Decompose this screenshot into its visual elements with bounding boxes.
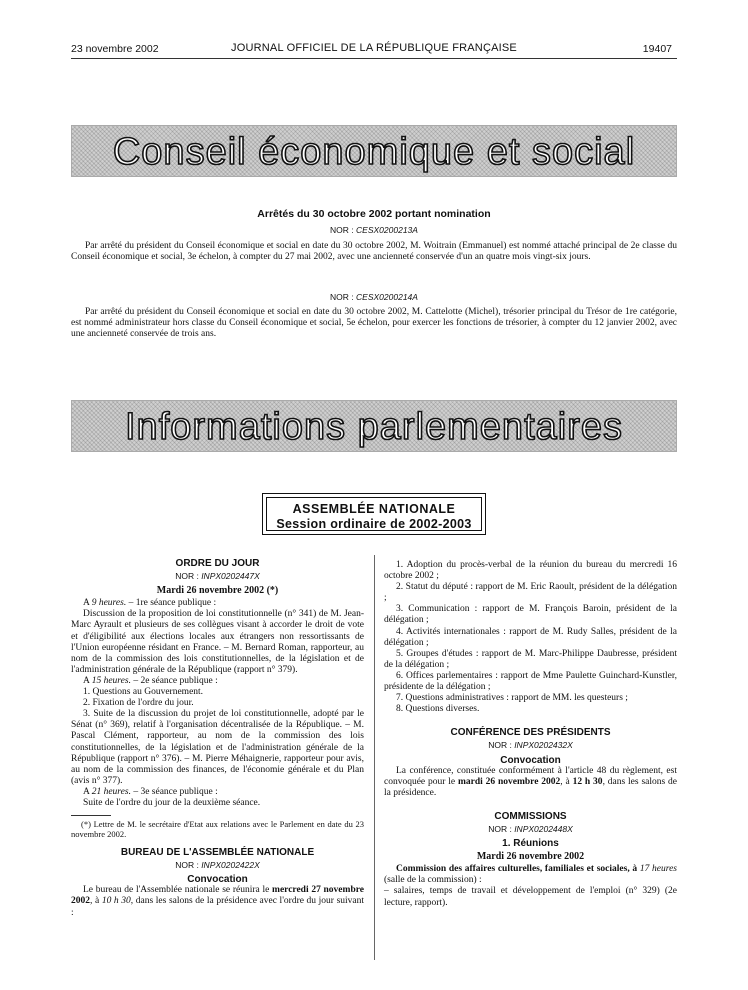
running-header-date: 23 novembre 2002 bbox=[71, 43, 159, 55]
agenda-item-1: 1. Adoption du procès-verbal de la réunion du bureau du mercredi 16 octobre 2002 ; bbox=[384, 560, 677, 582]
agenda-item-5: 5. Groupes d'études : rapport de M. Marc-Philippe Daubresse, président de la délégation ; bbox=[384, 648, 677, 670]
nor-code: INPX0202448X bbox=[514, 823, 573, 834]
banner-title-info: Informations parlementaires bbox=[125, 406, 623, 448]
seance-2-item-3: 3. Suite de la discussion du projet de loi constitutionnelle, adopté par le Sénat (n° 369), relatif à l'organisation décentralisée de la République. – M. Pascal Clément, rapporteur, au nom de la commission des lois constitutionnelles, de la législation et de l'administration générale de la République (rapport n° 376). – M. Pierre Méhaignerie, rapporteur pour avis, au nom de la commission des finances, de l'économie générale et du Plan (avis n° 377). bbox=[71, 709, 364, 786]
nor-label: NOR : bbox=[330, 292, 354, 302]
text: A bbox=[83, 598, 92, 609]
running-header-journal-title: JOURNAL OFFICIEL DE LA RÉPUBLIQUE FRANÇAISE bbox=[231, 42, 517, 54]
conference-nor bbox=[384, 740, 677, 751]
conference-text bbox=[384, 766, 677, 799]
commissions-date: Mardi 26 novembre 2002 bbox=[476, 851, 585, 863]
session-date-title: Mardi 26 novembre 2002 (*) bbox=[156, 585, 279, 597]
nor-label: NOR : bbox=[488, 823, 512, 834]
nor-reference-2 bbox=[0, 292, 748, 302]
seance-2-heading bbox=[71, 676, 364, 687]
agenda-item-8: 8. Questions diverses. bbox=[396, 704, 480, 715]
commission-name: Commission des affaires culturelles, familiales et sociales bbox=[396, 864, 628, 875]
text: A bbox=[83, 675, 92, 686]
text: , à bbox=[560, 776, 573, 787]
agenda-item-6: 6. Offices parlementaires : rapport de Mme Paulette Guinchard-Kunstler, présidente de la délégation ; bbox=[384, 670, 677, 693]
nor-code: INPX0202447X bbox=[201, 571, 260, 582]
right-column bbox=[384, 560, 677, 909]
reunions-title: 1. Réunions bbox=[502, 838, 559, 850]
left-column bbox=[71, 558, 364, 919]
seance-2-item-1: 1. Questions au Gouvernement. bbox=[83, 687, 204, 698]
nor-reference-1 bbox=[0, 225, 748, 235]
nor-code: CESX0200214A bbox=[356, 292, 418, 302]
seance-3-text: Suite de l'ordre du jour de la deuxième séance. bbox=[83, 797, 261, 808]
nor-label: NOR : bbox=[175, 571, 199, 582]
seance-3-heading bbox=[71, 787, 364, 798]
seance-2-item-2: 2. Fixation de l'ordre du jour. bbox=[83, 698, 194, 709]
seance-1-heading bbox=[71, 598, 364, 609]
agenda-item-7: 7. Questions administratives : rapport de MM. les questeurs ; bbox=[396, 693, 628, 704]
arrete-paragraph-1: Par arrêté du président du Conseil économique et social en date du 30 octobre 2002, M. Woitrain (Emmanuel) est nommé attaché principal de 2e classe du Conseil économique et social, 3e échelon, à compter du 27 mai 2002, avec une ancienneté conservée d'un an quatre mois vingt-six jours. bbox=[71, 241, 677, 262]
ordre-du-jour-title: ORDRE DU JOUR bbox=[175, 558, 260, 569]
nor-label: NOR : bbox=[330, 225, 354, 235]
bureau-convocation-title: Convocation bbox=[187, 874, 248, 886]
text: , dans les salons de la présidence. bbox=[384, 776, 678, 798]
box-inner-frame bbox=[266, 497, 482, 531]
seance-1-text: Discussion de la proposition de loi constitutionnelle (n° 341) de M. Jean-Marc Ayrault et plusieurs de ses collègues visant à accorder le droit de vote et d'éligibilité aux élections locales aux étrangers non ressortissants de l'Union européenne résidant en France. – M. Bernard Roman, rapporteur, au nom de la commission des lois constitutionnelles, de la législation et de l'administration générale de la République (rapport n° 379). bbox=[71, 609, 364, 675]
conference-title: CONFÉRENCE DES PRÉSIDENTS bbox=[450, 727, 611, 739]
footnote-rule bbox=[71, 815, 111, 816]
arretes-heading: Arrêtés du 30 octobre 2002 portant nomination bbox=[257, 208, 491, 220]
ordre-nor bbox=[71, 571, 364, 582]
text: – 3e séance publique : bbox=[130, 786, 218, 797]
bureau-nor bbox=[71, 860, 364, 871]
page-number: 19407 bbox=[642, 43, 672, 55]
text: Le bureau de l'Assemblée nationale se réunira le bbox=[83, 885, 273, 896]
commission-item: – salaires, temps de travail et développement de l'emploi (n° 329) (2e lecture, rapport). bbox=[384, 886, 677, 908]
commissions-nor bbox=[384, 824, 677, 835]
session-title: Session ordinaire de 2002-2003 bbox=[276, 517, 472, 531]
text: – 2e séance publique : bbox=[130, 675, 218, 686]
commission-time: 17 heures bbox=[639, 864, 678, 875]
text: , à bbox=[90, 896, 102, 907]
text: – 1re séance publique : bbox=[126, 598, 217, 609]
agenda-item-2: 2. Statut du député : rapport de M. Eric Raoult, président de la délégation ; bbox=[384, 582, 677, 604]
arrete-paragraph-2: Par arrêté du président du Conseil économique et social en date du 30 octobre 2002, M. Cattelotte (Michel), trésorier principal du Trésor de 1re catégorie, est nommé administrateur hors classe du Conseil économique et social, 5e échelon, pour exercer les fonctions de trésorier, à compter du 12 janvier 2002, avec une ancienneté conservée de trois ans. bbox=[71, 307, 677, 339]
section-banner-ces bbox=[71, 125, 677, 177]
footnote: (*) Lettre de M. le secrétaire d'Etat aux relations avec le Parlement en date du 23 novembre 2002. bbox=[71, 819, 364, 840]
nor-label: NOR : bbox=[175, 860, 199, 871]
banner-title-ces: Conseil économique et social bbox=[112, 131, 636, 173]
nor-label: NOR : bbox=[488, 740, 512, 751]
nor-code: INPX0202432X bbox=[514, 740, 573, 751]
seance-2-time: 15 heures. bbox=[91, 675, 131, 686]
text: , à bbox=[627, 864, 640, 875]
assemblee-nationale-box bbox=[262, 493, 486, 535]
column-divider bbox=[374, 555, 375, 960]
seance-1-time: 9 heures. bbox=[91, 598, 127, 609]
agenda-item-3: 3. Communication : rapport de M. François Baroin, président de la délégation ; bbox=[384, 604, 677, 626]
header-rule bbox=[71, 58, 677, 59]
commission-entry bbox=[384, 864, 677, 886]
agenda-item-4: 4. Activités internationales : rapport de M. Rudy Salles, président de la délégation ; bbox=[384, 626, 677, 648]
conference-convocation-title: Convocation bbox=[500, 754, 561, 766]
conference-time: 12 h 30 bbox=[572, 776, 603, 787]
bureau-date: mercredi 27 novembre 2002 bbox=[71, 885, 364, 907]
seance-3-time: 21 heures. bbox=[91, 786, 131, 797]
conference-date: mardi 26 novembre 2002 bbox=[457, 776, 561, 787]
section-banner-info bbox=[71, 400, 677, 452]
nor-code: CESX0200213A bbox=[356, 225, 418, 235]
assemblee-title: ASSEMBLÉE NATIONALE bbox=[292, 502, 456, 516]
bureau-convocation-text bbox=[71, 885, 364, 918]
bureau-title: BUREAU DE L'ASSEMBLÉE NATIONALE bbox=[120, 847, 315, 859]
bureau-time: 10 h 30 bbox=[101, 896, 131, 907]
commissions-title: COMMISSIONS bbox=[494, 810, 567, 822]
text: A bbox=[83, 786, 92, 797]
text: (salle de la commission) : bbox=[384, 875, 482, 886]
nor-code: INPX0202422X bbox=[201, 860, 260, 871]
text: , dans les salons de la présidence avec l'ordre du jour suivant : bbox=[71, 896, 365, 918]
text: La conférence, constituée conformément à l'article 48 du règlement, est convoquée pour le bbox=[384, 765, 677, 787]
